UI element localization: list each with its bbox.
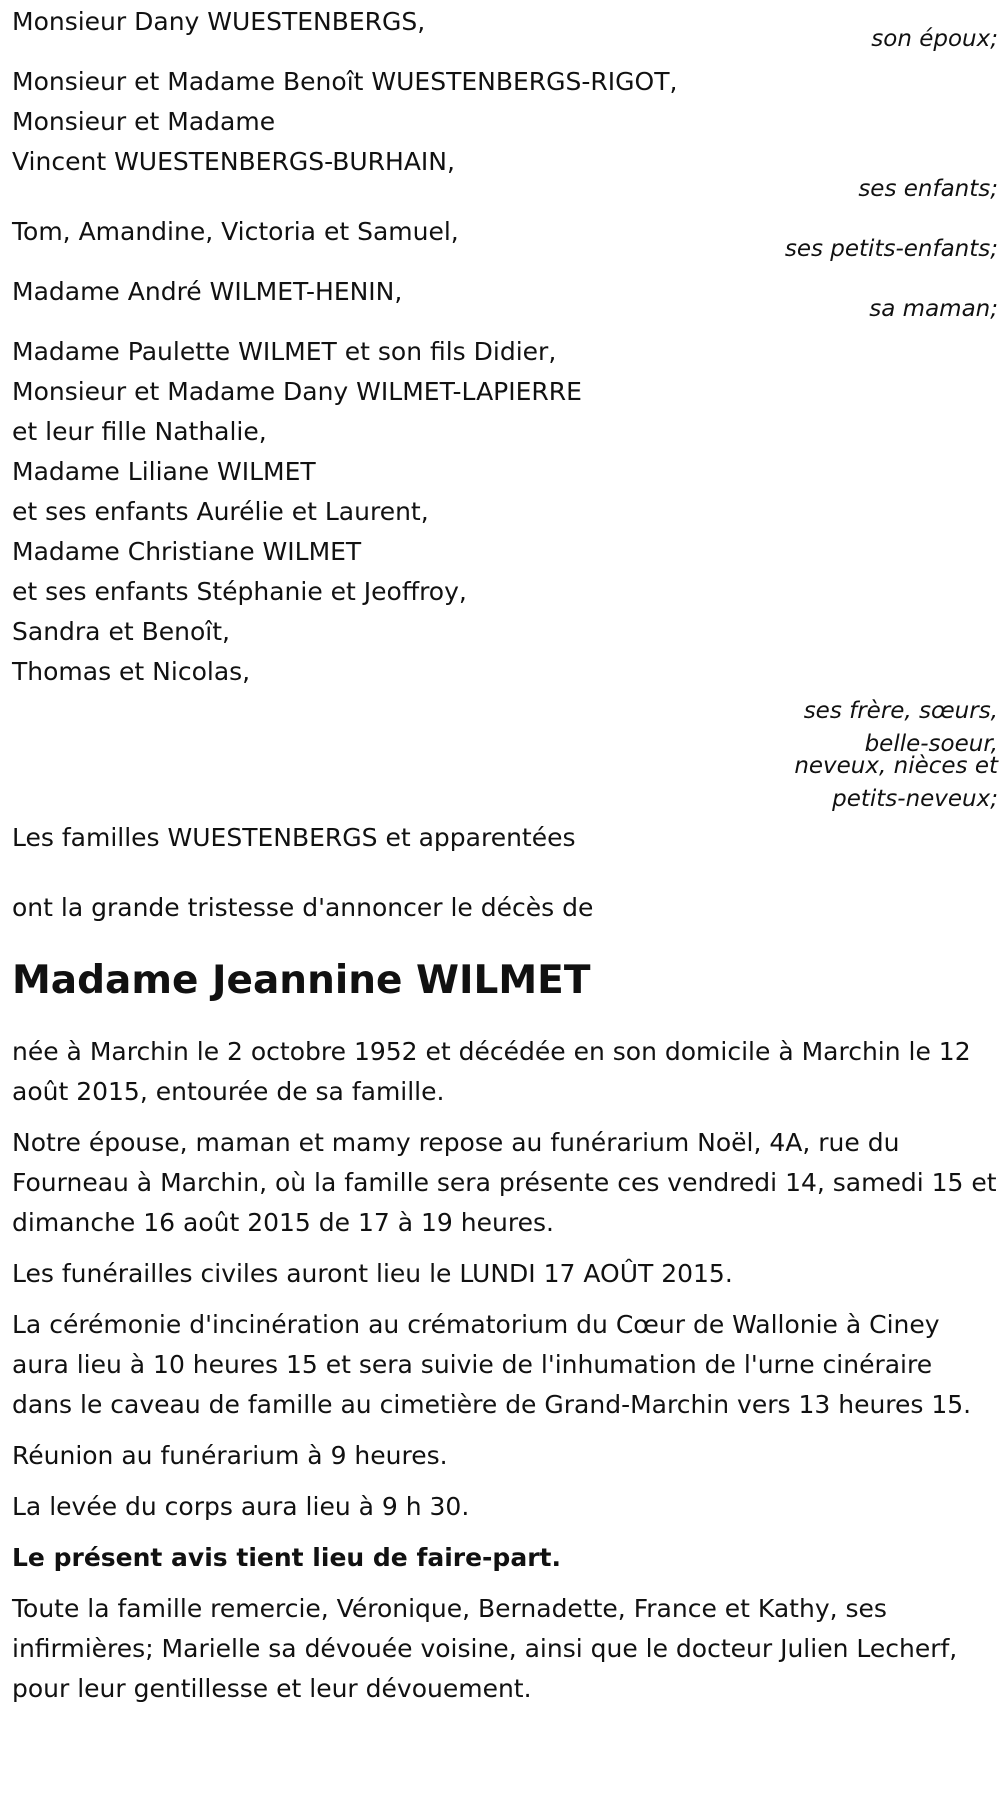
family-name-line: Madame André WILMET-HENIN, xyxy=(12,277,403,306)
obituary-page xyxy=(0,2,1000,1795)
notice-line: Le présent avis tient lieu de faire-part. xyxy=(12,1543,561,1572)
family-group-children xyxy=(12,62,998,204)
family-name-line: Sandra et Benoît, xyxy=(12,617,230,646)
family-name-line: Monsieur et Madame xyxy=(12,107,276,136)
family-name-line: Madame Christiane WILMET xyxy=(12,537,362,566)
family-group-spouse xyxy=(12,2,998,54)
family-role: petits-neveux; xyxy=(832,786,998,812)
levee-paragraph: La levée du corps aura lieu à 9 h 30. xyxy=(12,1492,470,1521)
family-name-line: Monsieur et Madame Dany WILMET-LAPIERRE xyxy=(12,377,582,406)
family-name-line: Monsieur Dany WUESTENBERGS, xyxy=(12,7,426,36)
family-name-line: Madame Liliane WILMET xyxy=(12,457,316,486)
funerarium-paragraph: Notre épouse, maman et mamy repose au funérarium Noël, 4A, rue du Fourneau à Marchin, où la famille sera présente ces vendredi 14, samedi 15 et dimanche 16 août 2015 de 17 à 19 heures. xyxy=(12,1128,997,1237)
meeting-paragraph: Réunion au funérarium à 9 heures. xyxy=(12,1441,448,1470)
ceremony-paragraph: La cérémonie d'incinération au crématorium du Cœur de Wallonie à Ciney aura lieu à 10 heures 15 et sera suivie de l'inhumation de l'urne cinéraire dans le caveau de famille au cimetière de Grand-Marchin vers 13 heures 15. xyxy=(12,1310,972,1419)
family-role: sa maman; xyxy=(869,296,998,322)
family-name-line: et leur fille Nathalie, xyxy=(12,417,267,446)
family-group-mother xyxy=(12,272,998,324)
thanks-paragraph: Toute la famille remercie, Véronique, Bernadette, France et Kathy, ses infirmières; Marielle sa dévouée voisine, ainsi que le docteur Julien Lecherf, pour leur gentillesse et leur dévouement. xyxy=(12,1594,958,1703)
family-name-line: Madame Paulette WILMET et son fils Didier, xyxy=(12,337,557,366)
family-group-grandchildren xyxy=(12,212,998,264)
family-name-line: Tom, Amandine, Victoria et Samuel, xyxy=(12,217,459,246)
families-line: Les familles WUESTENBERGS et apparentées xyxy=(12,823,576,852)
family-name-line: Monsieur et Madame Benoît WUESTENBERGS-RIGOT, xyxy=(12,67,678,96)
family-name-line: et ses enfants Aurélie et Laurent, xyxy=(12,497,429,526)
family-role: neveux, nièces et xyxy=(794,753,998,779)
birth-death-paragraph: née à Marchin le 2 octobre 1952 et décédée en son domicile à Marchin le 12 août 2015, entourée de sa famille. xyxy=(12,1037,971,1106)
announce-line: ont la grande tristesse d'annoncer le décès de xyxy=(12,893,594,922)
family-name-line: Thomas et Nicolas, xyxy=(12,657,251,686)
family-role: ses frère, sœurs, xyxy=(803,698,998,724)
family-group-siblings xyxy=(12,332,998,814)
family-role: ses petits-enfants; xyxy=(784,236,998,262)
funeral-date-paragraph: Les funérailles civiles auront lieu le LUNDI 17 AOÛT 2015. xyxy=(12,1259,733,1288)
family-role: ses enfants; xyxy=(858,176,998,202)
family-role: belle-soeur, xyxy=(864,731,998,757)
deceased-name: Madame Jeannine WILMET xyxy=(12,958,591,1003)
family-role: son époux; xyxy=(871,26,998,52)
family-name-line: Vincent WUESTENBERGS-BURHAIN, xyxy=(12,147,455,176)
family-name-line: et ses enfants Stéphanie et Jeoffroy, xyxy=(12,577,467,606)
